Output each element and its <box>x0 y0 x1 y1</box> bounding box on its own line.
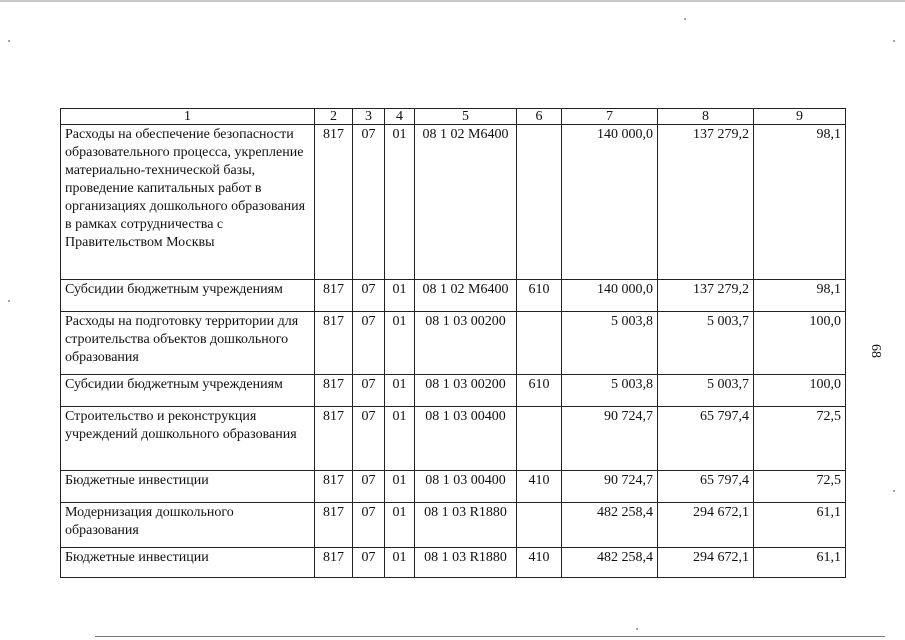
row-fact: 137 279,2 <box>658 125 754 280</box>
row-plan: 140 000,0 <box>562 125 658 280</box>
row-vr: 410 <box>517 548 562 578</box>
row-percent: 61,1 <box>754 503 846 548</box>
row-csr: 08 1 03 R1880 <box>415 548 517 578</box>
header-col-8: 8 <box>658 109 754 125</box>
row-percent: 98,1 <box>754 125 846 280</box>
row-rz: 07 <box>353 548 385 578</box>
row-percent: 72,5 <box>754 471 846 503</box>
row-pr: 01 <box>385 471 415 503</box>
scan-speck <box>636 628 638 630</box>
row-pr: 01 <box>385 548 415 578</box>
row-pr: 01 <box>385 125 415 280</box>
row-ved: 817 <box>315 548 353 578</box>
row-percent: 100,0 <box>754 375 846 407</box>
row-rz: 07 <box>353 471 385 503</box>
header-col-9: 9 <box>754 109 846 125</box>
row-rz: 07 <box>353 280 385 312</box>
row-fact: 5 003,7 <box>658 375 754 407</box>
scan-speck <box>893 490 895 492</box>
row-pr: 01 <box>385 312 415 375</box>
row-vr <box>517 312 562 375</box>
row-csr: 08 1 03 00200 <box>415 375 517 407</box>
row-plan: 140 000,0 <box>562 280 658 312</box>
row-fact: 65 797,4 <box>658 471 754 503</box>
header-col-5: 5 <box>415 109 517 125</box>
header-col-1: 1 <box>61 109 315 125</box>
page-number: 68 <box>868 344 883 358</box>
row-fact: 65 797,4 <box>658 407 754 471</box>
row-vr: 610 <box>517 280 562 312</box>
row-rz: 07 <box>353 503 385 548</box>
table-row <box>61 471 846 503</box>
row-csr: 08 1 02 M6400 <box>415 125 517 280</box>
budget-execution-table <box>60 108 846 578</box>
row-percent: 72,5 <box>754 407 846 471</box>
header-col-3: 3 <box>353 109 385 125</box>
row-vr <box>517 503 562 548</box>
row-plan: 482 258,4 <box>562 503 658 548</box>
table-row <box>61 125 846 280</box>
row-plan: 90 724,7 <box>562 407 658 471</box>
row-csr: 08 1 02 M6400 <box>415 280 517 312</box>
header-col-2: 2 <box>315 109 353 125</box>
row-pr: 01 <box>385 407 415 471</box>
scan-speck <box>893 40 895 42</box>
row-vr: 610 <box>517 375 562 407</box>
row-name: Модернизация дошкольного образования <box>61 503 315 548</box>
row-fact: 5 003,7 <box>658 312 754 375</box>
row-vr: 410 <box>517 471 562 503</box>
row-percent: 98,1 <box>754 280 846 312</box>
row-fact: 294 672,1 <box>658 548 754 578</box>
row-ved: 817 <box>315 375 353 407</box>
row-csr: 08 1 03 R1880 <box>415 503 517 548</box>
row-plan: 482 258,4 <box>562 548 658 578</box>
header-col-7: 7 <box>562 109 658 125</box>
row-percent: 100,0 <box>754 312 846 375</box>
row-ved: 817 <box>315 471 353 503</box>
row-rz: 07 <box>353 125 385 280</box>
row-ved: 817 <box>315 312 353 375</box>
row-ved: 817 <box>315 280 353 312</box>
row-ved: 817 <box>315 503 353 548</box>
row-vr <box>517 407 562 471</box>
row-csr: 08 1 03 00400 <box>415 471 517 503</box>
table-row <box>61 280 846 312</box>
row-percent: 61,1 <box>754 548 846 578</box>
row-rz: 07 <box>353 407 385 471</box>
header-row <box>61 109 846 125</box>
row-rz: 07 <box>353 375 385 407</box>
row-plan: 5 003,8 <box>562 312 658 375</box>
table-row <box>61 548 846 578</box>
row-plan: 5 003,8 <box>562 375 658 407</box>
scan-speck <box>8 40 10 42</box>
header-col-4: 4 <box>385 109 415 125</box>
row-plan: 90 724,7 <box>562 471 658 503</box>
row-vr <box>517 125 562 280</box>
row-name: Строительство и реконструкция учреждений дошкольного образования <box>61 407 315 471</box>
row-pr: 01 <box>385 503 415 548</box>
table-row <box>61 503 846 548</box>
row-name: Субсидии бюджетным учреждениям <box>61 375 315 407</box>
row-name: Бюджетные инвестиции <box>61 548 315 578</box>
row-name: Бюджетные инвестиции <box>61 471 315 503</box>
scan-speck <box>8 300 10 302</box>
row-ved: 817 <box>315 125 353 280</box>
row-name: Расходы на подготовку территории для строительства объектов дошкольного образования <box>61 312 315 375</box>
row-csr: 08 1 03 00400 <box>415 407 517 471</box>
row-pr: 01 <box>385 280 415 312</box>
row-csr: 08 1 03 00200 <box>415 312 517 375</box>
row-fact: 137 279,2 <box>658 280 754 312</box>
table-row <box>61 375 846 407</box>
page-top-edge <box>0 0 905 2</box>
row-ved: 817 <box>315 407 353 471</box>
table-row <box>61 407 846 471</box>
scan-speck <box>684 18 686 20</box>
header-col-6: 6 <box>517 109 562 125</box>
page-bottom-edge <box>95 636 885 637</box>
row-rz: 07 <box>353 312 385 375</box>
row-fact: 294 672,1 <box>658 503 754 548</box>
row-pr: 01 <box>385 375 415 407</box>
row-name: Расходы на обеспечение безопасности образовательного процесса, укрепление материально-технической базы, проведение капитальных работ в организациях дошкольного образования в рамках сотрудничества с Правительством Москвы <box>61 125 315 280</box>
row-name: Субсидии бюджетным учреждениям <box>61 280 315 312</box>
table-row <box>61 312 846 375</box>
